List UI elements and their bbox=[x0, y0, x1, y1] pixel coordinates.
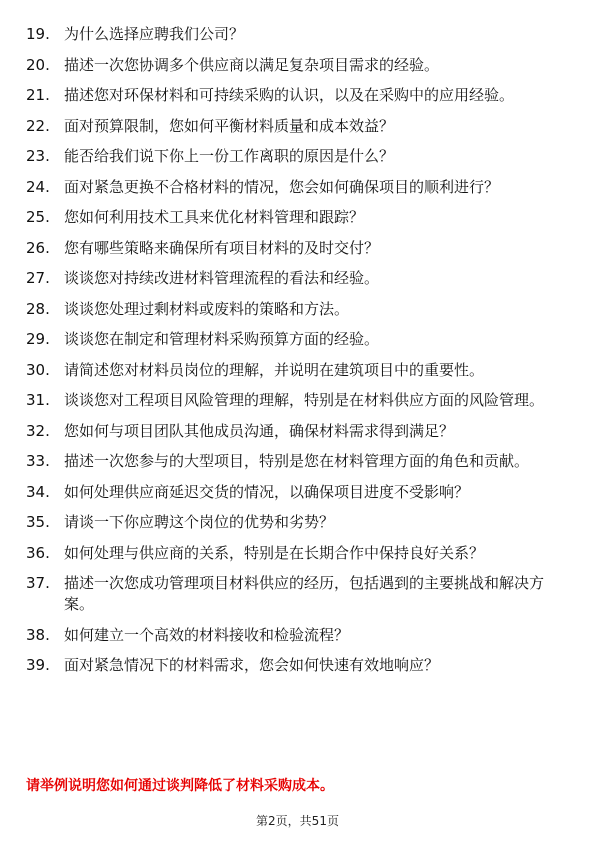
question-item bbox=[26, 299, 566, 320]
question-item bbox=[26, 625, 566, 646]
question-item bbox=[26, 55, 566, 76]
question-item bbox=[26, 24, 566, 45]
question-number: 22. bbox=[26, 116, 50, 135]
question-number: 36. bbox=[26, 543, 50, 562]
question-item bbox=[26, 421, 566, 442]
question-item bbox=[26, 451, 566, 472]
question-number: 27. bbox=[26, 269, 50, 287]
highlight-question: 请举例说明您如何通过谈判降低了材料采购成本。 bbox=[26, 778, 334, 794]
question-text: 描述一次您参与的大型项目，特别是您在材料管理方面的角色和贡献。 bbox=[64, 452, 530, 470]
question-number: 33. bbox=[26, 452, 50, 470]
question-text: 如何处理供应商延迟交货的情况，以确保项目进度不受影响？ bbox=[64, 482, 470, 501]
question-item bbox=[26, 329, 566, 350]
question-item bbox=[26, 512, 566, 533]
question-text: 您有哪些策略来确保所有项目材料的及时交付？ bbox=[64, 238, 380, 257]
question-item bbox=[26, 238, 566, 259]
question-number: 31. bbox=[26, 391, 50, 409]
question-item bbox=[26, 482, 566, 503]
question-number: 34. bbox=[26, 482, 50, 501]
question-text: 面对紧急更换不合格材料的情况，您会如何确保项目的顺利进行？ bbox=[64, 177, 500, 196]
question-item bbox=[26, 207, 566, 228]
question-text: 谈谈您对持续改进材料管理流程的看法和经验。 bbox=[64, 269, 380, 287]
question-number: 35. bbox=[26, 513, 50, 531]
question-text: 描述您对环保材料和可持续采购的认识，以及在采购中的应用经验。 bbox=[64, 86, 515, 104]
question-number: 21. bbox=[26, 86, 50, 104]
question-text: 为什么选择应聘我们公司？ bbox=[64, 25, 245, 43]
question-item bbox=[26, 573, 566, 615]
question-item bbox=[26, 543, 566, 564]
question-number: 23. bbox=[26, 147, 50, 165]
question-text: 描述一次您协调多个供应商以满足复杂项目需求的经验。 bbox=[64, 55, 440, 74]
question-number: 19. bbox=[26, 25, 50, 43]
question-number: 29. bbox=[26, 330, 50, 348]
question-text: 能否给我们说下你上一份工作离职的原因是什么？ bbox=[64, 147, 395, 165]
question-item bbox=[26, 655, 566, 676]
question-number: 25. bbox=[26, 208, 50, 226]
question-item bbox=[26, 360, 566, 381]
question-text: 您如何利用技术工具来优化材料管理和跟踪？ bbox=[64, 208, 365, 226]
question-number: 30. bbox=[26, 360, 50, 379]
question-number: 28. bbox=[26, 299, 50, 318]
question-number: 26. bbox=[26, 238, 50, 257]
page-footer: 第2页，共51页 bbox=[256, 814, 339, 828]
question-text: 如何处理与供应商的关系，特别是在长期合作中保持良好关系？ bbox=[64, 543, 485, 562]
question-text: 如何建立一个高效的材料接收和检验流程？ bbox=[64, 625, 350, 644]
question-text: 面对预算限制，您如何平衡材料质量和成本效益？ bbox=[64, 116, 395, 135]
question-item bbox=[26, 177, 566, 198]
question-text: 谈谈您对工程项目风险管理的理解，特别是在材料供应方面的风险管理。 bbox=[64, 391, 545, 409]
question-number: 37. bbox=[26, 574, 50, 592]
question-text: 请谈一下你应聘这个岗位的优势和劣势？ bbox=[64, 513, 335, 531]
question-text: 描述一次您成功管理项目材料供应的经历，包括遇到的主要挑战和解决方案。 bbox=[64, 574, 545, 613]
question-number: 24. bbox=[26, 177, 50, 196]
question-item bbox=[26, 85, 566, 106]
question-text: 谈谈您在制定和管理材料采购预算方面的经验。 bbox=[64, 330, 380, 348]
question-item bbox=[26, 390, 566, 411]
question-text: 您如何与项目团队其他成员沟通，确保材料需求得到满足？ bbox=[64, 421, 455, 440]
question-number: 20. bbox=[26, 55, 50, 74]
question-text: 谈谈您处理过剩材料或废料的策略和方法。 bbox=[64, 299, 350, 318]
question-number: 39. bbox=[26, 656, 50, 674]
question-item bbox=[26, 146, 566, 167]
question-list bbox=[26, 24, 566, 686]
question-item bbox=[26, 116, 566, 137]
question-number: 32. bbox=[26, 421, 50, 440]
question-text: 面对紧急情况下的材料需求，您会如何快速有效地响应？ bbox=[64, 656, 440, 674]
question-item bbox=[26, 268, 566, 289]
question-text: 请简述您对材料员岗位的理解，并说明在建筑项目中的重要性。 bbox=[64, 360, 485, 379]
question-number: 38. bbox=[26, 625, 50, 644]
